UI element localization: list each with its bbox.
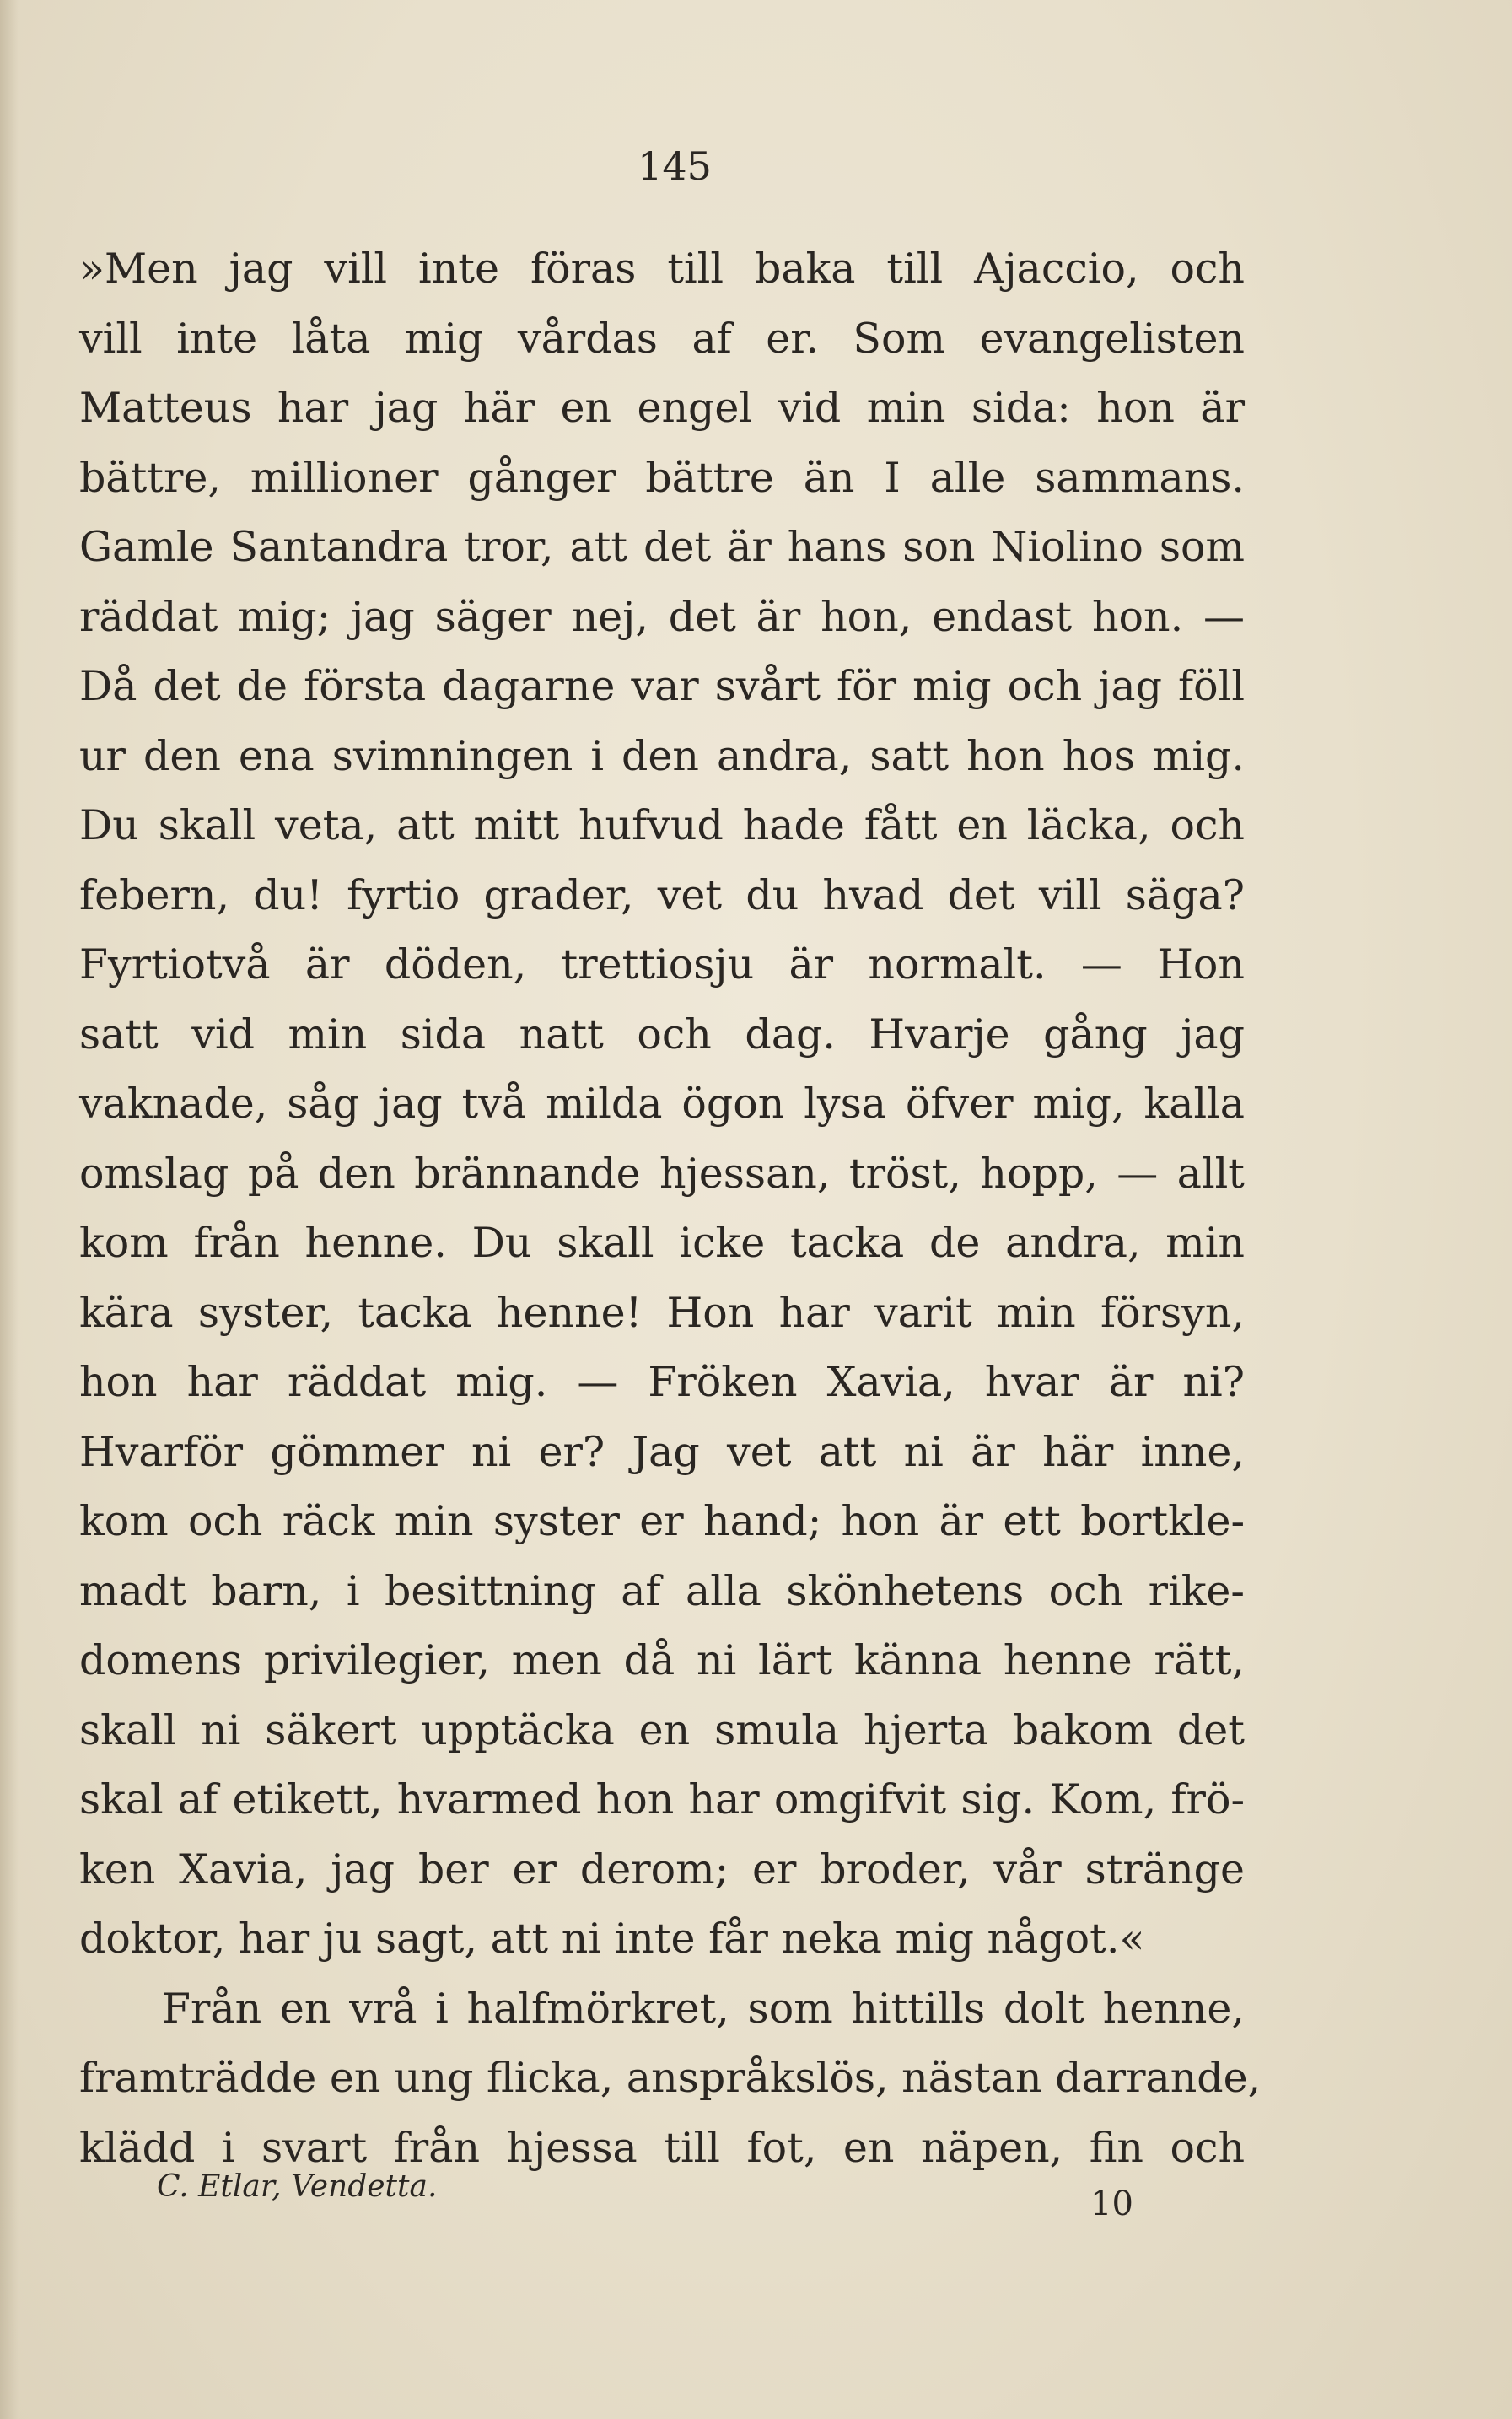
signature-mark: C. Etlar, Vendetta. — [157, 2169, 438, 2204]
text-line: klädd i svart från hjessa till fot, en näpen, fin och — [79, 2123, 1245, 2172]
text-line: skal af etikett, hvarmed hon har omgifvit sig. Kom, frö- — [79, 1775, 1245, 1824]
text-line: Matteus har jag här en engel vid min sida: hon är — [79, 384, 1245, 432]
sheet-number: 10 — [1090, 2185, 1133, 2223]
text-line: ur den ena svimningen i den andra, satt hon hos mig. — [79, 731, 1245, 780]
body-text — [79, 234, 1262, 2183]
text-line: kära syster, tacka henne! Hon har varit min försyn, — [79, 1288, 1245, 1337]
text-line: ken Xavia, jag ber er derom; er broder, vår stränge — [79, 1845, 1245, 1894]
text-line: Du skall veta, att mitt hufvud hade fått en läcka, och — [79, 801, 1245, 849]
text-line: räddat mig; jag säger nej, det är hon, endast hon. — — [79, 592, 1245, 641]
text-line: vaknade, såg jag två milda ögon lysa öfver mig, kalla — [79, 1080, 1245, 1128]
paragraph-start-line: Från en vrå i halfmörkret, som hittills dolt henne, — [162, 1984, 1245, 2033]
text-line: kom från henne. Du skall icke tacka de andra, min — [79, 1219, 1245, 1267]
text-line: vill inte låta mig vårdas af er. Som evangelisten — [79, 314, 1245, 363]
text-line: satt vid min sida natt och dag. Hvarje gång jag — [79, 1010, 1245, 1059]
text-line: domens privilegier, men då ni lärt känna henne rätt, — [79, 1636, 1245, 1684]
text-line: »Men jag vill inte föras till baka till Ajaccio, och — [79, 245, 1245, 293]
text-line: framträdde en ung flicka, anspråkslös, nästan darrande, — [79, 2054, 1262, 2102]
text-line: febern, du! fyrtio grader, vet du hvad det vill säga? — [79, 870, 1245, 919]
text-line: Gamle Santandra tror, att det är hans son Niolino som — [79, 523, 1245, 571]
text-line: doktor, har ju sagt, att ni inte får neka mig något.« — [79, 1915, 1145, 1963]
text-line: Då det de första dagarne var svårt för mig och jag föll — [79, 662, 1245, 710]
text-line: bättre, millioner gånger bättre än I alle sammans. — [79, 453, 1245, 502]
page-number: 145 — [638, 143, 712, 189]
page-edge-shadow — [0, 0, 19, 2419]
text-line: kom och räck min syster er hand; hon är ett bortkle- — [79, 1497, 1245, 1545]
text-line: skall ni säkert upptäcka en smula hjerta bakom det — [79, 1705, 1245, 1754]
text-line: Hvarför gömmer ni er? Jag vet att ni är här inne, — [79, 1427, 1245, 1476]
page-footer — [79, 2169, 1245, 2228]
text-line: madt barn, i besittning af alla skönhetens och rike- — [79, 1566, 1245, 1615]
text-line: hon har räddat mig. — Fröken Xavia, hvar är ni? — [79, 1358, 1245, 1406]
text-line: omslag på den brännande hjessan, tröst, hopp, — allt — [79, 1149, 1245, 1198]
text-line: Fyrtiotvå är döden, trettiosju är normalt. — Hon — [79, 940, 1245, 989]
